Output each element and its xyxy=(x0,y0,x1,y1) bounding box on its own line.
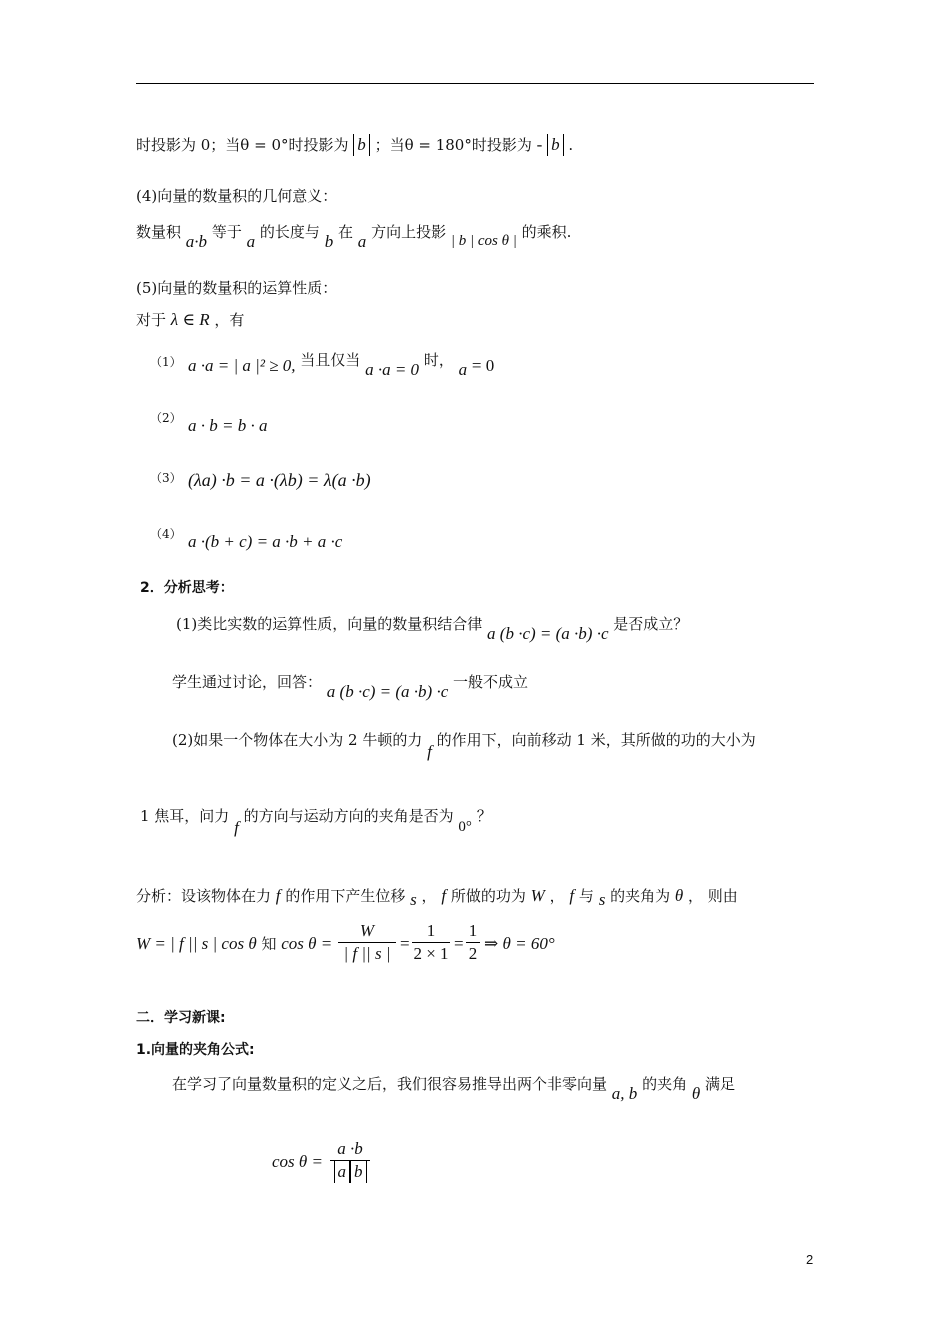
text-segment: 1 焦耳，问力 xyxy=(140,807,230,825)
subsection-heading: 1.向量的夹角公式: xyxy=(136,1042,255,1058)
denominator: 2 xyxy=(468,944,478,963)
denominator xyxy=(330,1161,370,1183)
text-segment: ，有 xyxy=(214,311,245,329)
math-commutative: a · b = b · a xyxy=(188,416,268,435)
geometric-meaning-line xyxy=(136,222,572,251)
math-a: a xyxy=(246,232,256,251)
text-segment: ， xyxy=(549,887,565,905)
text-segment: 数量积 xyxy=(136,223,182,241)
header-rule xyxy=(136,83,814,84)
numerator: 1 xyxy=(466,920,480,943)
math-property-1: a ·a = | a |² ≥ 0, xyxy=(188,356,296,375)
forall-line xyxy=(136,310,244,330)
math-f: f xyxy=(427,742,432,761)
text-segment: 的作用下，向前移动 1 米，其所做的功的大小为 xyxy=(436,731,756,749)
abs-a: a xyxy=(334,1161,351,1183)
math-ab: a·b xyxy=(185,232,208,251)
question-2-continued xyxy=(140,806,492,837)
math-a: a xyxy=(458,360,468,379)
abs-b: b xyxy=(547,134,564,156)
intro-line xyxy=(172,1074,736,1103)
text-segment: 知 xyxy=(261,935,277,953)
abs-b: b xyxy=(350,1161,367,1183)
equals-sign: = xyxy=(400,934,410,953)
text-segment: (1)类比实数的运算性质，向量的数量积结合律 xyxy=(176,615,483,633)
text-segment: 的长度与 xyxy=(259,223,320,241)
abs-b: b xyxy=(353,134,370,156)
math-f: f xyxy=(234,818,239,837)
math-a: a xyxy=(357,232,367,251)
text-segment: 与 xyxy=(578,887,594,905)
math-f: f xyxy=(569,886,575,905)
page-number: 2 xyxy=(806,1252,814,1267)
math-result: ⇒ θ = 60° xyxy=(484,934,555,953)
math-associative: a (b ·c) = (a ·b) ·c xyxy=(487,624,609,643)
property-3 xyxy=(188,470,371,491)
text-segment: 学生通过讨论，回答： xyxy=(172,673,323,691)
math-distributive: a ·(b + c) = a ·b + a ·c xyxy=(188,532,343,551)
text-segment: 一般不成立 xyxy=(453,673,529,691)
math-zero-degrees: 0° xyxy=(458,819,472,835)
math-w: W xyxy=(530,886,545,905)
projection-line xyxy=(136,134,573,156)
math-ab: a, b xyxy=(611,1084,638,1103)
denominator: | f || s | xyxy=(343,944,391,963)
analysis-line xyxy=(136,886,738,909)
math-f: f xyxy=(275,886,281,905)
property-4 xyxy=(188,532,342,552)
text-segment: 对于 xyxy=(136,311,167,329)
text-segment: ？ xyxy=(476,807,492,825)
fraction-w xyxy=(338,920,396,965)
math-work: W = | f || s | cos θ xyxy=(136,934,257,953)
text-segment: 是否成立？ xyxy=(613,615,689,633)
math-s: s xyxy=(598,890,606,909)
property-2 xyxy=(188,416,267,436)
math-f: f xyxy=(441,886,447,905)
numerator: a ·b xyxy=(330,1138,370,1161)
text-segment: 在学习了向量数量积的定义之后，我们很容易推导出两个非零向量 xyxy=(172,1075,608,1093)
text-segment: 当且仅当 xyxy=(300,351,361,369)
math-projection: | b | cos θ | xyxy=(450,233,517,249)
math-theta: θ xyxy=(674,886,684,905)
property-3-label: （3） xyxy=(150,471,182,485)
text-segment: 时， xyxy=(423,351,454,369)
text-segment: 方向上投影 xyxy=(371,223,447,241)
text-segment: ， xyxy=(421,887,437,905)
work-equation xyxy=(136,934,332,954)
text-segment: 满足 xyxy=(705,1075,736,1093)
numerator: W xyxy=(338,920,396,943)
text-segment: 的乘积. xyxy=(521,223,572,241)
equals-sign: = xyxy=(454,934,464,953)
math-s: s xyxy=(410,890,417,909)
angle-formula-fraction xyxy=(330,1138,370,1183)
math-cos-theta: cos θ = xyxy=(281,934,333,953)
denominator: 2 × 1 xyxy=(413,944,449,963)
text-segment: 的夹角 xyxy=(642,1075,688,1093)
text-segment: 的方向与运动方向的夹角是否为 xyxy=(243,807,454,825)
math-b: b xyxy=(324,232,334,251)
property-1 xyxy=(188,351,495,379)
minus-sign: - xyxy=(536,135,543,154)
student-answer xyxy=(172,672,529,701)
text-segment: 的作用下产生位移 xyxy=(285,887,406,905)
question-1 xyxy=(176,614,689,643)
numerator: 1 xyxy=(412,920,450,943)
section-5-heading: (5)向量的数量积的运算性质： xyxy=(136,279,338,297)
question-2 xyxy=(172,730,756,761)
text-segment: ， 则由 xyxy=(688,887,738,905)
text-segment: 在 xyxy=(337,223,353,241)
subsection-2-heading: 2．分析思考： xyxy=(140,580,234,596)
math-equals-zero: = 0 xyxy=(471,356,495,375)
math-associative: a (b ·c) = (a ·b) ·c xyxy=(326,682,449,701)
math-aa-zero: a ·a = 0 xyxy=(365,360,420,379)
property-1-label: （1） xyxy=(150,355,182,369)
text-segment: 时投影为 0；当θ = 0°时投影为 xyxy=(136,136,349,154)
text-segment: (2)如果一个物体在大小为 2 牛顿的力 xyxy=(172,731,423,749)
text-segment: ；当θ = 180°时投影为 xyxy=(374,136,532,154)
property-2-label: （2） xyxy=(150,411,182,425)
math-scalar-assoc: (λa) ·b = a ·(λb) = λ(a ·b) xyxy=(188,470,371,490)
section-heading: 二．学习新课: xyxy=(136,1010,226,1026)
fraction-half-b xyxy=(466,920,480,965)
section-4-heading: (4)向量的数量积的几何意义： xyxy=(136,187,338,205)
text-segment: 等于 xyxy=(211,223,242,241)
period: . xyxy=(568,136,574,154)
property-4-label: （4） xyxy=(150,527,182,541)
math-lambda-in-r: λ ∈ R xyxy=(170,310,210,329)
math-theta: θ xyxy=(691,1084,701,1103)
formula-lhs: cos θ = xyxy=(272,1152,323,1171)
text-segment: 分析：设该物体在力 xyxy=(136,887,272,905)
text-segment: 所做的功为 xyxy=(450,887,526,905)
fraction-half-a xyxy=(412,920,450,965)
text-segment: 的夹角为 xyxy=(610,887,671,905)
